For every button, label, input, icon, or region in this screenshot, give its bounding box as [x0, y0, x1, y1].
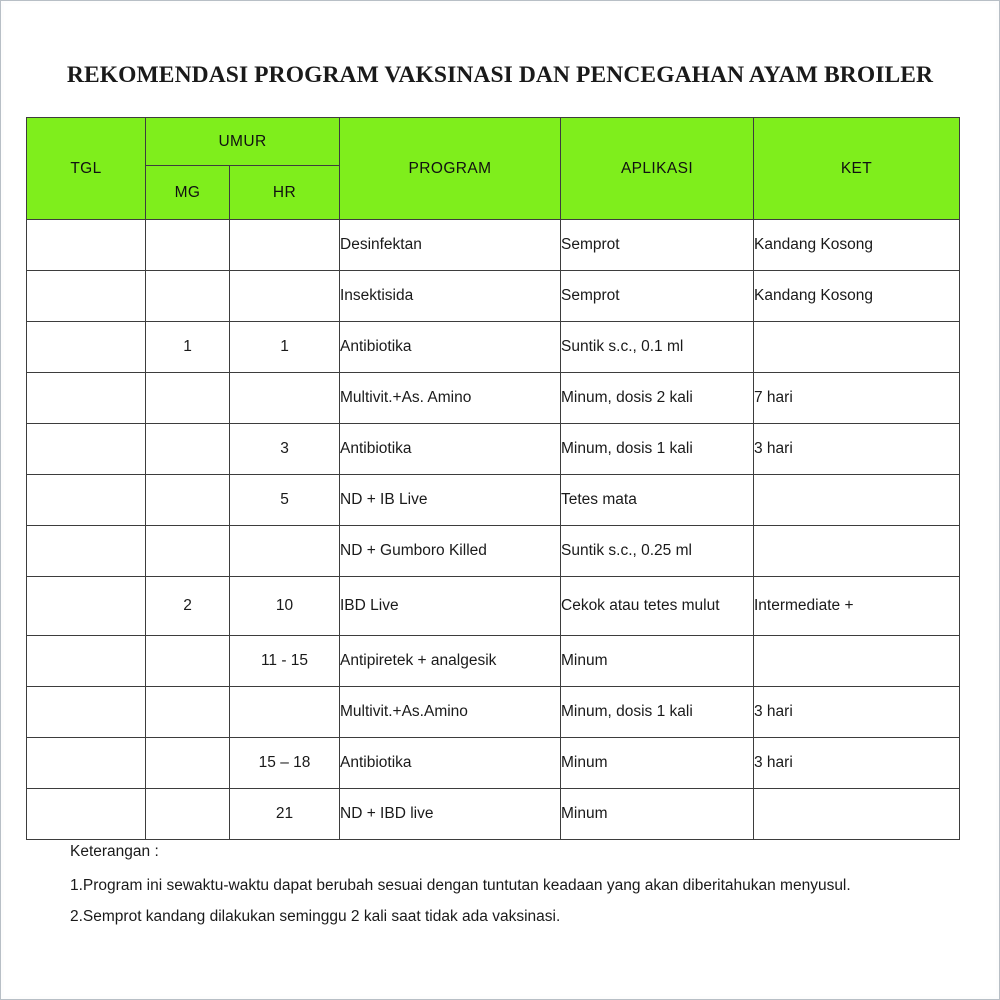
vaccination-program-table [26, 117, 960, 840]
notes-section [70, 844, 970, 941]
table-row [27, 789, 960, 840]
cell-mg-text: 2 [183, 597, 192, 615]
cell-aplikasi-text: Cekok atau tetes mulut [561, 597, 720, 615]
cell-mg [146, 526, 230, 577]
column-header-program: PROGRAM [340, 118, 561, 220]
cell-mg-text: 1 [183, 338, 192, 356]
cell-mg [146, 789, 230, 840]
cell-tgl [27, 322, 146, 373]
cell-ket [754, 687, 960, 738]
cell-aplikasi-text: Minum [561, 754, 608, 772]
note-item-2: 2.Semprot kandang dilakukan seminggu 2 kali saat tidak ada vaksinasi. [70, 908, 561, 925]
column-header-aplikasi: APLIKASI [561, 118, 754, 220]
cell-tgl [27, 687, 146, 738]
cell-mg [146, 636, 230, 687]
table-row [27, 526, 960, 577]
cell-mg [146, 220, 230, 271]
cell-aplikasi [561, 789, 754, 840]
cell-ket [754, 636, 960, 687]
cell-ket [754, 220, 960, 271]
cell-tgl [27, 220, 146, 271]
cell-ket [754, 789, 960, 840]
cell-hr [230, 738, 340, 789]
cell-program-text: ND + Gumboro Killed [340, 542, 487, 560]
cell-aplikasi-text: Minum [561, 805, 608, 823]
cell-hr [230, 271, 340, 322]
cell-tgl [27, 636, 146, 687]
notes-heading: Keterangan : [70, 843, 159, 860]
column-header-mg: MG [146, 166, 230, 220]
cell-tgl [27, 373, 146, 424]
cell-program [340, 373, 561, 424]
cell-hr [230, 526, 340, 577]
cell-aplikasi-text: Semprot [561, 236, 620, 254]
cell-aplikasi [561, 373, 754, 424]
cell-hr [230, 322, 340, 373]
table-row [27, 220, 960, 271]
cell-program [340, 220, 561, 271]
cell-program [340, 687, 561, 738]
cell-ket-text: 3 hari [754, 703, 793, 721]
cell-tgl [27, 526, 146, 577]
cell-aplikasi-text: Semprot [561, 287, 620, 305]
cell-aplikasi [561, 475, 754, 526]
cell-program [340, 636, 561, 687]
cell-ket [754, 475, 960, 526]
table-row [27, 687, 960, 738]
cell-ket-text: Kandang Kosong [754, 287, 873, 305]
cell-program-text: Multivit.+As.Amino [340, 703, 468, 721]
cell-hr [230, 636, 340, 687]
cell-program-text: Antibiotika [340, 440, 412, 458]
cell-mg [146, 373, 230, 424]
cell-hr-text: 3 [280, 440, 289, 458]
cell-program-text: ND + IB Live [340, 491, 428, 509]
table-row [27, 424, 960, 475]
cell-program [340, 738, 561, 789]
table-row [27, 373, 960, 424]
cell-ket-text: Intermediate + [754, 597, 854, 615]
cell-hr-text: 1 [280, 338, 289, 356]
cell-ket-text: 7 hari [754, 389, 793, 407]
cell-program-text: IBD Live [340, 597, 399, 615]
cell-aplikasi [561, 322, 754, 373]
cell-tgl [27, 424, 146, 475]
cell-aplikasi [561, 526, 754, 577]
cell-ket [754, 271, 960, 322]
cell-hr [230, 220, 340, 271]
cell-mg [146, 577, 230, 636]
table-header [27, 118, 960, 220]
cell-mg [146, 424, 230, 475]
cell-aplikasi [561, 687, 754, 738]
cell-aplikasi-text: Minum, dosis 1 kali [561, 440, 693, 458]
cell-program [340, 475, 561, 526]
column-header-tgl: TGL [27, 118, 146, 220]
cell-aplikasi [561, 577, 754, 636]
cell-aplikasi-text: Minum, dosis 1 kali [561, 703, 693, 721]
table-row [27, 577, 960, 636]
cell-ket [754, 424, 960, 475]
cell-ket [754, 373, 960, 424]
cell-program-text: Antipiretek + analgesik [340, 652, 497, 670]
cell-program-text: Insektisida [340, 287, 414, 305]
page-content [4, 4, 996, 996]
cell-mg [146, 687, 230, 738]
cell-tgl [27, 738, 146, 789]
cell-ket [754, 322, 960, 373]
page-title: REKOMENDASI PROGRAM VAKSINASI DAN PENCEGAHAN AYAM BROILER [66, 62, 934, 88]
table-body [27, 220, 960, 840]
cell-aplikasi-text: Tetes mata [561, 491, 637, 509]
cell-ket [754, 738, 960, 789]
cell-ket-text: 3 hari [754, 440, 793, 458]
table-row [27, 475, 960, 526]
cell-program-text: Antibiotika [340, 338, 412, 356]
table-row [27, 322, 960, 373]
column-header-umur: UMUR [146, 118, 340, 166]
cell-program [340, 526, 561, 577]
cell-hr [230, 475, 340, 526]
cell-hr [230, 789, 340, 840]
cell-aplikasi-text: Minum [561, 652, 608, 670]
cell-aplikasi [561, 738, 754, 789]
cell-aplikasi [561, 636, 754, 687]
cell-hr-text: 11 - 15 [260, 652, 309, 670]
cell-mg [146, 738, 230, 789]
cell-hr [230, 373, 340, 424]
cell-aplikasi [561, 220, 754, 271]
cell-ket-text: 3 hari [754, 754, 793, 772]
cell-program [340, 424, 561, 475]
table-header-row-1 [27, 118, 960, 166]
cell-program-text: Multivit.+As. Amino [340, 389, 472, 407]
cell-aplikasi [561, 271, 754, 322]
cell-aplikasi-text: Suntik s.c., 0.1 ml [561, 338, 684, 356]
cell-hr-text: 21 [275, 805, 294, 823]
table-row [27, 271, 960, 322]
cell-ket-text: Kandang Kosong [754, 236, 873, 254]
cell-hr [230, 424, 340, 475]
cell-program-text: Desinfektan [340, 236, 422, 254]
table-row [27, 636, 960, 687]
cell-ket [754, 577, 960, 636]
column-header-hr: HR [230, 166, 340, 220]
cell-hr [230, 687, 340, 738]
cell-mg [146, 322, 230, 373]
cell-ket [754, 526, 960, 577]
cell-program [340, 322, 561, 373]
cell-mg [146, 271, 230, 322]
cell-program [340, 789, 561, 840]
cell-hr-text: 10 [275, 597, 294, 615]
cell-tgl [27, 789, 146, 840]
cell-aplikasi [561, 424, 754, 475]
cell-program [340, 271, 561, 322]
cell-hr [230, 577, 340, 636]
cell-tgl [27, 577, 146, 636]
cell-program [340, 577, 561, 636]
table-row [27, 738, 960, 789]
note-item-1: 1.Program ini sewaktu-waktu dapat berubah sesuai dengan tuntutan keadaan yang akan diberitahukan menyusul. [70, 876, 851, 894]
column-header-ket: KET [754, 118, 960, 220]
cell-aplikasi-text: Suntik s.c., 0.25 ml [561, 542, 692, 560]
cell-tgl [27, 271, 146, 322]
cell-mg [146, 475, 230, 526]
cell-program-text: Antibiotika [340, 754, 412, 772]
cell-hr-text: 15 – 18 [258, 754, 311, 772]
cell-program-text: ND + IBD live [340, 805, 434, 823]
cell-tgl [27, 475, 146, 526]
cell-hr-text: 5 [280, 491, 289, 509]
cell-aplikasi-text: Minum, dosis 2 kali [561, 389, 693, 407]
